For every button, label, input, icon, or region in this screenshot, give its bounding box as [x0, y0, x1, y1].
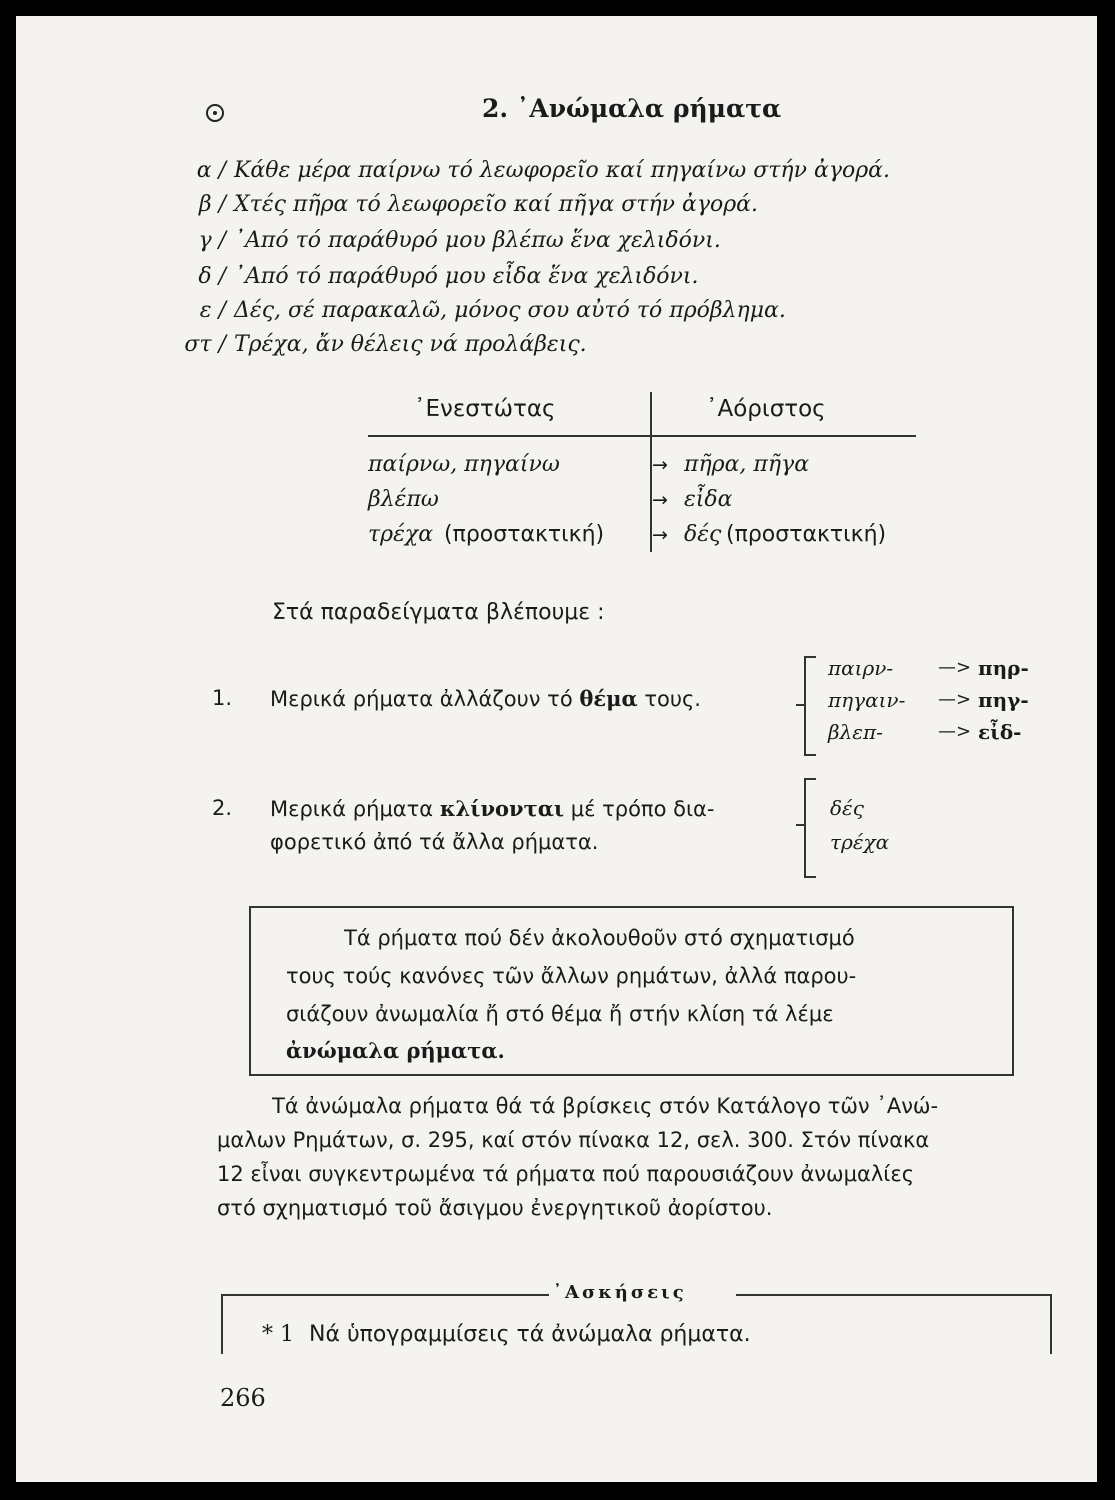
observation-text-line1 — [270, 796, 714, 821]
curly-bracket — [804, 778, 816, 878]
observation-number: 2. — [212, 796, 233, 820]
exercise-marker: * 1 — [262, 1322, 294, 1347]
example-label: β / — [198, 192, 226, 217]
arrow-right-icon: —> — [938, 721, 972, 742]
circled-dot-icon — [206, 104, 224, 122]
paragraph-line: μαλων Ρημάτων, σ. 295, καί στόν πίνακα 12, σελ. 300. Στόν πίνακα — [217, 1128, 930, 1152]
book-page — [16, 16, 1097, 1482]
example-text: ᾿Από τό παράθυρό μου βλέπω ἕνα χελιδόνι. — [234, 228, 721, 253]
example-text: Κάθε μέρα παίρνω τό λεωφορεῖο καί πηγαίνω στήν ἀγορά. — [234, 158, 891, 183]
observation-text-before: Μερικά ρήματα ἀλλάζουν τό — [270, 687, 580, 711]
example-line — [166, 228, 721, 253]
example-line — [166, 298, 786, 323]
rule-term: ἀνώμαλα ρήματα. — [286, 1038, 505, 1063]
arrow-right-icon: → — [652, 524, 668, 546]
example-label: δ / — [198, 264, 226, 289]
arrow-right-icon: → — [652, 489, 668, 511]
example-line — [166, 158, 890, 183]
example-label: γ / — [198, 228, 226, 253]
arrow-right-icon: —> — [938, 657, 972, 678]
observation-text — [270, 686, 701, 711]
irregular-form: τρέχα — [830, 830, 890, 854]
paragraph-line: Τά ἀνώμαλα ρήματα θά τά βρίσκεις στόν Κατάλογο τῶν ᾿Ανώ- — [272, 1094, 939, 1118]
aorist-form: πῆρα, πῆγα — [684, 452, 810, 477]
observation-number: 1. — [212, 686, 233, 710]
rule-line: Τά ρήματα πού δέν ἀκολουθοῦν στό σχηματισμό — [344, 926, 855, 950]
exercise-text: Νά ὑπογραμμίσεις τά ἀνώμαλα ρήματα. — [309, 1322, 751, 1347]
stem-to: πηρ- — [978, 656, 1029, 680]
example-line — [166, 192, 758, 217]
observation-text-line2: φορετικό ἀπό τά ἄλλα ρήματα. — [270, 830, 599, 854]
paragraph-line: στό σχηματισμό τοῦ ἄσιγμου ἐνεργητικοῦ ἀορίστου. — [217, 1196, 773, 1220]
exercise-box-border — [221, 1294, 549, 1296]
rule-line: σιάζουν ἀνωμαλία ἤ στό θέμα ἤ στήν κλίση τά λέμε — [286, 1002, 834, 1026]
present-note: (προστακτική) — [444, 522, 605, 547]
example-label: στ / — [184, 332, 226, 357]
aorist-form: δές — [684, 522, 722, 547]
stem-to: εἶδ- — [978, 720, 1022, 744]
irregular-form: δές — [830, 796, 864, 820]
curly-bracket-tip — [796, 824, 806, 826]
arrow-right-icon: → — [652, 454, 668, 476]
observation-text-bold: θέμα — [579, 686, 638, 711]
example-line — [166, 332, 587, 357]
exercises-title: ᾿Ασκήσεις — [553, 1282, 687, 1303]
section-title: 2. ᾿Ανώμαλα ρήματα — [482, 94, 782, 123]
curly-bracket — [804, 656, 816, 756]
aorist-note: (προστακτική) — [726, 522, 887, 547]
rule-box — [249, 906, 1014, 1076]
stem-from: παιρν- — [828, 656, 894, 680]
example-label: ε / — [199, 298, 226, 323]
example-text: ᾿Από τό παράθυρό μου εἶδα ἕνα χελιδόνι. — [234, 264, 699, 289]
example-text: Χτές πῆρα τό λεωφορεῖο καί πῆγα στήν ἀγορά. — [234, 192, 759, 217]
example-text: Τρέχα, ἄν θέλεις νά προλάβεις. — [234, 332, 587, 357]
present-form: τρέχα — [368, 522, 434, 547]
present-form: παίρνω, πηγαίνω — [368, 452, 560, 477]
rule-line: τους τούς κανόνες τῶν ἄλλων ρημάτων, ἀλλά παρου- — [286, 964, 857, 988]
example-text: Δές, σέ παρακαλῶ, μόνος σου αὐτό τό πρόβλημα. — [234, 298, 786, 323]
page-number: 266 — [220, 1384, 266, 1412]
arrow-right-icon: —> — [938, 689, 972, 710]
observation-text-bold: κλίνονται — [439, 796, 565, 821]
paragraph-line: 12 εἶναι συγκεντρωμένα τά ρήματα πού παρουσιάζουν ἀνωμαλίες — [217, 1162, 915, 1186]
exercise-box-border — [736, 1294, 1052, 1296]
stem-from: βλεπ- — [828, 720, 883, 744]
table-divider-horizontal — [368, 435, 916, 437]
exercise-box-border — [1050, 1294, 1052, 1354]
tense-table — [368, 392, 916, 552]
curly-bracket-tip — [796, 704, 806, 706]
present-form: βλέπω — [368, 487, 439, 512]
observation-text-after: μέ τρόπο δια- — [564, 797, 715, 821]
example-label: α / — [196, 158, 226, 183]
exercise-box-border — [221, 1294, 223, 1354]
observation-text-before: Μερικά ρήματα — [270, 797, 440, 821]
exercise-item — [262, 1322, 751, 1347]
stem-to: πηγ- — [978, 688, 1029, 712]
table-header-aorist: ᾿Αόριστος — [706, 396, 826, 422]
example-line — [166, 264, 699, 289]
table-header-present: ᾿Ενεστώτας — [414, 396, 556, 422]
observation-intro: Στά παραδείγματα βλέπουμε : — [272, 600, 605, 625]
aorist-form: εἶδα — [684, 487, 733, 512]
stem-from: πηγαιν- — [828, 688, 906, 712]
observation-text-after: τους. — [637, 687, 701, 711]
